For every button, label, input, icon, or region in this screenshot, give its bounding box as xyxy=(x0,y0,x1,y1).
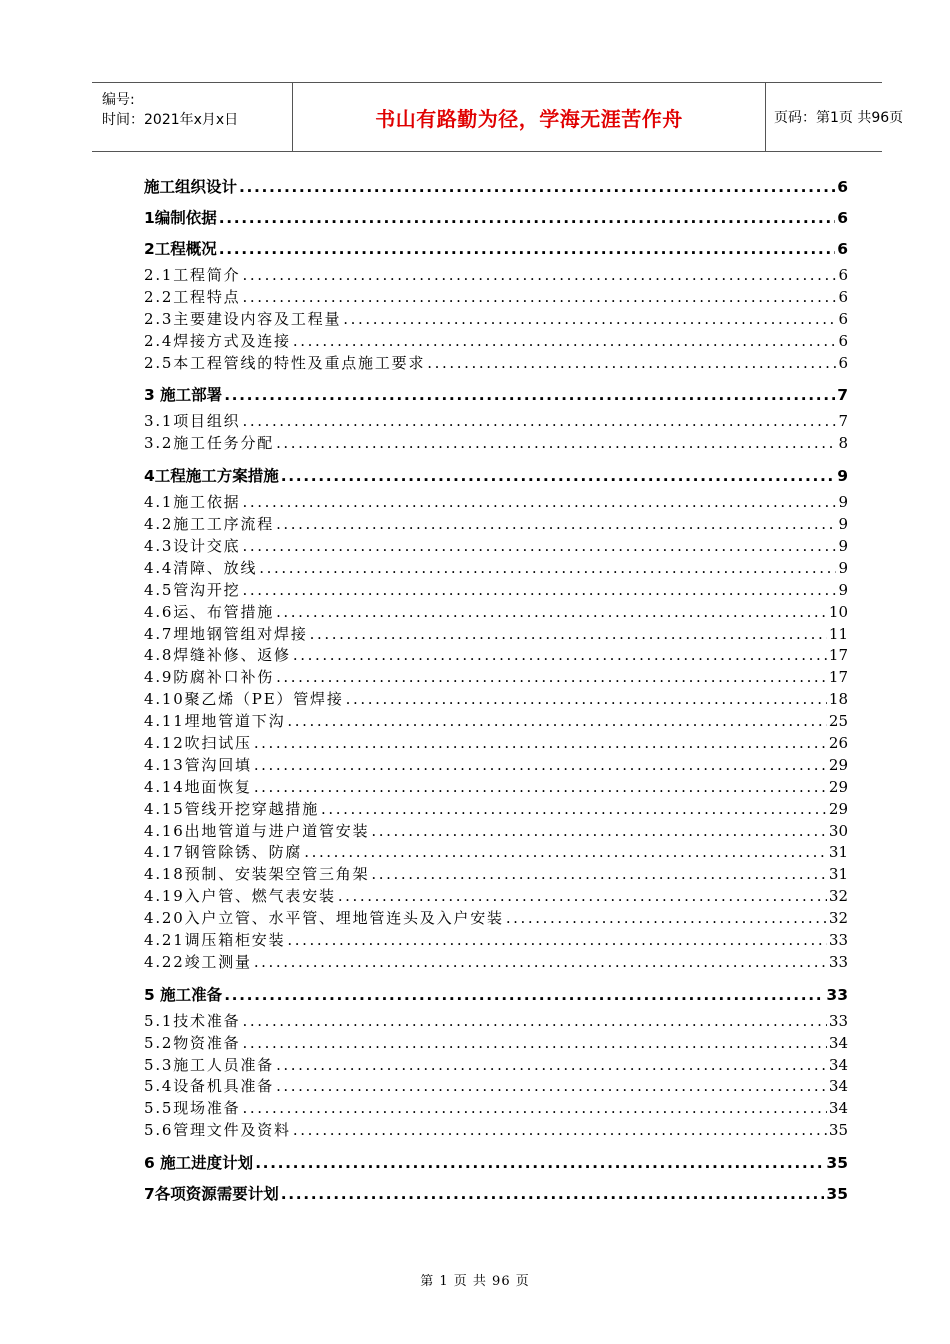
toc-dot-leader xyxy=(219,234,835,265)
toc-entry-page: 32 xyxy=(828,887,848,906)
toc-dot-leader xyxy=(254,777,827,799)
toc-entry[interactable] xyxy=(144,580,848,602)
toc-entry[interactable] xyxy=(144,265,848,287)
toc-entry-title: 4.14地面恢复 xyxy=(144,777,252,796)
toc-entry-title: 2.5本工程管线的特性及重点施工要求 xyxy=(144,353,426,372)
toc-entry[interactable] xyxy=(144,864,848,886)
toc-entry-title: 5 施工准备 xyxy=(144,985,223,1004)
toc-entry[interactable] xyxy=(144,1077,848,1099)
table-of-contents xyxy=(144,172,848,1210)
toc-dot-leader xyxy=(255,1148,824,1179)
toc-entry-title: 5.1技术准备 xyxy=(144,1011,241,1030)
toc-dot-leader xyxy=(276,433,836,455)
toc-entry[interactable] xyxy=(144,908,848,930)
toc-dot-leader xyxy=(259,558,836,580)
toc-entry-page: 9 xyxy=(838,493,848,512)
toc-entry-title: 4.12吹扫试压 xyxy=(144,734,252,753)
toc-dot-leader xyxy=(287,711,827,733)
toc-dot-leader xyxy=(224,980,824,1011)
toc-entry-page: 17 xyxy=(828,668,848,687)
toc-entry-title: 4.2施工工序流程 xyxy=(144,515,275,534)
toc-entry-page: 9 xyxy=(838,515,848,534)
toc-entry-page: 6 xyxy=(838,353,848,372)
toc-entry-title: 2.3主要建设内容及工程量 xyxy=(144,309,342,328)
toc-entry-title: 4.13管沟回填 xyxy=(144,755,252,774)
toc-entry[interactable] xyxy=(144,380,848,411)
toc-entry-title: 4.22竣工测量 xyxy=(144,952,252,971)
toc-entry-title: 4.1施工依据 xyxy=(144,493,241,512)
header-motto: 书山有路勤为径，学海无涯苦作舟 xyxy=(292,83,766,151)
toc-dot-leader xyxy=(427,353,836,375)
toc-dot-leader xyxy=(281,1179,825,1210)
toc-dot-leader xyxy=(242,411,836,433)
toc-entry-page: 7 xyxy=(838,412,848,431)
toc-entry-title: 7各项资源需要计划 xyxy=(144,1185,279,1204)
toc-entry-page: 34 xyxy=(828,1099,848,1118)
page-header xyxy=(92,82,904,152)
toc-entry-title: 5.5现场准备 xyxy=(144,1099,241,1118)
toc-entry-page: 6 xyxy=(837,178,848,196)
toc-entry-page: 9 xyxy=(838,558,848,577)
toc-entry[interactable] xyxy=(144,331,848,353)
toc-dot-leader xyxy=(506,908,827,930)
toc-entry[interactable] xyxy=(144,980,848,1011)
toc-entry[interactable] xyxy=(144,172,848,203)
toc-entry-title: 4.16出地管道与进户道管安装 xyxy=(144,821,370,840)
toc-entry[interactable] xyxy=(144,433,848,455)
toc-dot-leader xyxy=(304,842,827,864)
toc-dot-leader xyxy=(242,1098,826,1120)
toc-dot-leader xyxy=(346,689,827,711)
toc-entry-title: 4.18预制、安装架空管三角架 xyxy=(144,865,370,884)
toc-entry-page: 11 xyxy=(828,624,848,643)
toc-entry-page: 6 xyxy=(838,287,848,306)
toc-dot-leader xyxy=(276,1076,827,1098)
toc-entry[interactable] xyxy=(144,1011,848,1033)
toc-entry[interactable] xyxy=(144,558,848,580)
toc-entry[interactable] xyxy=(144,1179,848,1210)
toc-entry-page: 6 xyxy=(838,309,848,328)
toc-entry-page: 33 xyxy=(826,985,848,1004)
toc-dot-leader xyxy=(276,1055,827,1077)
document-date: 时间：2021年x月x日 xyxy=(102,112,239,128)
toc-entry-page: 30 xyxy=(828,821,848,840)
toc-entry-title: 4.5管沟开挖 xyxy=(144,580,241,599)
toc-entry-title: 4.7埋地钢管组对焊接 xyxy=(144,624,308,643)
toc-entry[interactable] xyxy=(144,514,848,536)
toc-dot-leader xyxy=(293,1120,827,1142)
toc-entry[interactable] xyxy=(144,842,848,864)
toc-entry-page: 34 xyxy=(828,1033,848,1052)
toc-entry[interactable] xyxy=(144,711,848,733)
toc-entry-title: 4.21调压箱柜安装 xyxy=(144,931,286,950)
toc-dot-leader xyxy=(338,886,827,908)
toc-entry-title: 4.10聚乙烯（PE）管焊接 xyxy=(144,690,344,709)
toc-entry[interactable] xyxy=(144,689,848,711)
header-left xyxy=(92,83,292,151)
toc-entry-title: 4.15管线开挖穿越措施 xyxy=(144,799,319,818)
toc-dot-leader xyxy=(293,331,837,353)
toc-entry[interactable] xyxy=(144,492,848,514)
toc-entry-page: 31 xyxy=(828,865,848,884)
toc-entry-title: 3.1项目组织 xyxy=(144,412,241,431)
toc-dot-leader xyxy=(219,203,835,234)
toc-dot-leader xyxy=(239,172,835,203)
toc-entry[interactable] xyxy=(144,411,848,433)
toc-entry-page: 7 xyxy=(837,386,848,405)
header-page-info: 页码：第1页 共96页 xyxy=(774,110,904,126)
toc-dot-leader xyxy=(242,580,836,602)
toc-entry-page: 34 xyxy=(828,1055,848,1074)
toc-entry-title: 4.8焊缝补修、返修 xyxy=(144,646,291,665)
toc-dot-leader xyxy=(371,821,827,843)
toc-entry-title: 4工程施工方案措施 xyxy=(144,467,279,486)
toc-dot-leader xyxy=(242,536,836,558)
toc-dot-leader xyxy=(310,624,827,646)
toc-entry[interactable] xyxy=(144,799,848,821)
toc-entry-page: 9 xyxy=(838,580,848,599)
toc-entry-page: 17 xyxy=(828,646,848,665)
toc-entry-page: 9 xyxy=(838,537,848,555)
toc-dot-leader xyxy=(343,309,836,331)
toc-entry-page: 29 xyxy=(828,777,848,796)
toc-dot-leader xyxy=(276,514,836,536)
toc-entry-page: 35 xyxy=(828,1121,848,1140)
toc-dot-leader xyxy=(242,1033,826,1055)
toc-entry[interactable] xyxy=(144,821,848,843)
toc-dot-leader xyxy=(254,755,827,777)
toc-entry[interactable] xyxy=(144,309,848,331)
toc-entry-title: 3 施工部署 xyxy=(144,386,223,405)
toc-entry[interactable] xyxy=(144,667,848,689)
toc-dot-leader xyxy=(276,667,827,689)
toc-entry-page: 34 xyxy=(828,1077,848,1096)
toc-entry-page: 33 xyxy=(828,1011,848,1030)
toc-entry-title: 5.4设备机具准备 xyxy=(144,1077,275,1096)
toc-entry[interactable] xyxy=(144,353,848,375)
toc-entry[interactable] xyxy=(144,536,848,558)
toc-entry-title: 1编制依据 xyxy=(144,209,217,227)
toc-entry[interactable] xyxy=(144,733,848,755)
toc-entry-title: 4.17钢管除锈、防腐 xyxy=(144,843,303,862)
toc-dot-leader xyxy=(242,1011,826,1033)
toc-entry[interactable] xyxy=(144,1033,848,1055)
toc-dot-leader xyxy=(242,287,836,309)
toc-entry-title: 4.11埋地管道下沟 xyxy=(144,712,286,731)
toc-entry[interactable] xyxy=(144,952,848,974)
toc-entry-title: 4.20入户立管、水平管、埋地管连头及入户安装 xyxy=(144,909,504,928)
toc-entry-page: 6 xyxy=(838,265,848,284)
toc-entry[interactable] xyxy=(144,755,848,777)
toc-dot-leader xyxy=(276,602,827,624)
document-number-label: 编号: xyxy=(102,92,135,108)
toc-entry-page: 35 xyxy=(826,1154,848,1173)
toc-entry[interactable] xyxy=(144,287,848,309)
toc-entry[interactable] xyxy=(144,1148,848,1179)
toc-entry-page: 9 xyxy=(837,467,848,486)
toc-dot-leader xyxy=(254,733,827,755)
toc-entry-page: 31 xyxy=(828,843,848,862)
toc-entry-page: 8 xyxy=(838,434,848,453)
toc-entry-title: 2工程概况 xyxy=(144,240,217,258)
toc-entry-page: 33 xyxy=(828,952,848,971)
toc-entry-title: 6 施工进度计划 xyxy=(144,1154,254,1173)
toc-entry-page: 6 xyxy=(837,240,848,258)
toc-entry-page: 25 xyxy=(828,712,848,731)
toc-dot-leader xyxy=(321,799,827,821)
toc-entry-title: 4.19入户管、燃气表安装 xyxy=(144,887,336,906)
toc-entry-title: 4.3设计交底 xyxy=(144,537,241,555)
toc-dot-leader xyxy=(281,461,835,492)
toc-entry[interactable] xyxy=(144,234,848,265)
toc-entry[interactable] xyxy=(144,1120,848,1142)
toc-entry-page: 18 xyxy=(828,690,848,709)
toc-entry-page: 33 xyxy=(828,931,848,950)
toc-entry-page: 10 xyxy=(828,602,848,621)
toc-entry[interactable] xyxy=(144,886,848,908)
toc-entry-title: 2.4焊接方式及连接 xyxy=(144,331,291,350)
toc-entry[interactable] xyxy=(144,602,848,624)
toc-dot-leader xyxy=(242,492,836,514)
toc-entry[interactable] xyxy=(144,930,848,952)
toc-dot-leader xyxy=(287,930,827,952)
toc-entry-title: 施工组织设计 xyxy=(144,178,238,196)
toc-entry-page: 35 xyxy=(826,1185,848,1204)
toc-entry[interactable] xyxy=(144,624,848,646)
toc-entry[interactable] xyxy=(144,461,848,492)
toc-entry-title: 4.4清障、放线 xyxy=(144,558,258,577)
toc-entry-page: 32 xyxy=(828,909,848,928)
toc-entry-page: 29 xyxy=(828,755,848,774)
toc-dot-leader xyxy=(293,645,827,667)
toc-dot-leader xyxy=(242,265,836,287)
toc-entry-page: 29 xyxy=(828,799,848,818)
toc-entry-title: 2.1工程简介 xyxy=(144,265,241,284)
toc-entry[interactable] xyxy=(144,777,848,799)
toc-entry-title: 5.2物资准备 xyxy=(144,1033,241,1052)
toc-entry[interactable] xyxy=(144,203,848,234)
toc-dot-leader xyxy=(254,952,827,974)
toc-entry-page: 26 xyxy=(828,734,848,753)
toc-entry-title: 5.6管理文件及资料 xyxy=(144,1121,291,1140)
toc-entry-title: 2.2工程特点 xyxy=(144,287,241,306)
toc-entry-title: 4.9防腐补口补伤 xyxy=(144,668,275,687)
toc-entry-title: 4.6运、布管措施 xyxy=(144,602,275,621)
page-footer: 第 1 页 共 96 页 xyxy=(420,1274,530,1289)
toc-dot-leader xyxy=(371,864,827,886)
toc-entry[interactable] xyxy=(144,1098,848,1120)
toc-entry-title: 5.3施工人员准备 xyxy=(144,1055,275,1074)
toc-entry-page: 6 xyxy=(838,331,848,350)
toc-entry[interactable] xyxy=(144,1055,848,1077)
toc-entry-title: 3.2施工任务分配 xyxy=(144,434,275,453)
toc-entry[interactable] xyxy=(144,645,848,667)
toc-entry-page: 6 xyxy=(837,209,848,227)
toc-dot-leader xyxy=(224,380,835,411)
